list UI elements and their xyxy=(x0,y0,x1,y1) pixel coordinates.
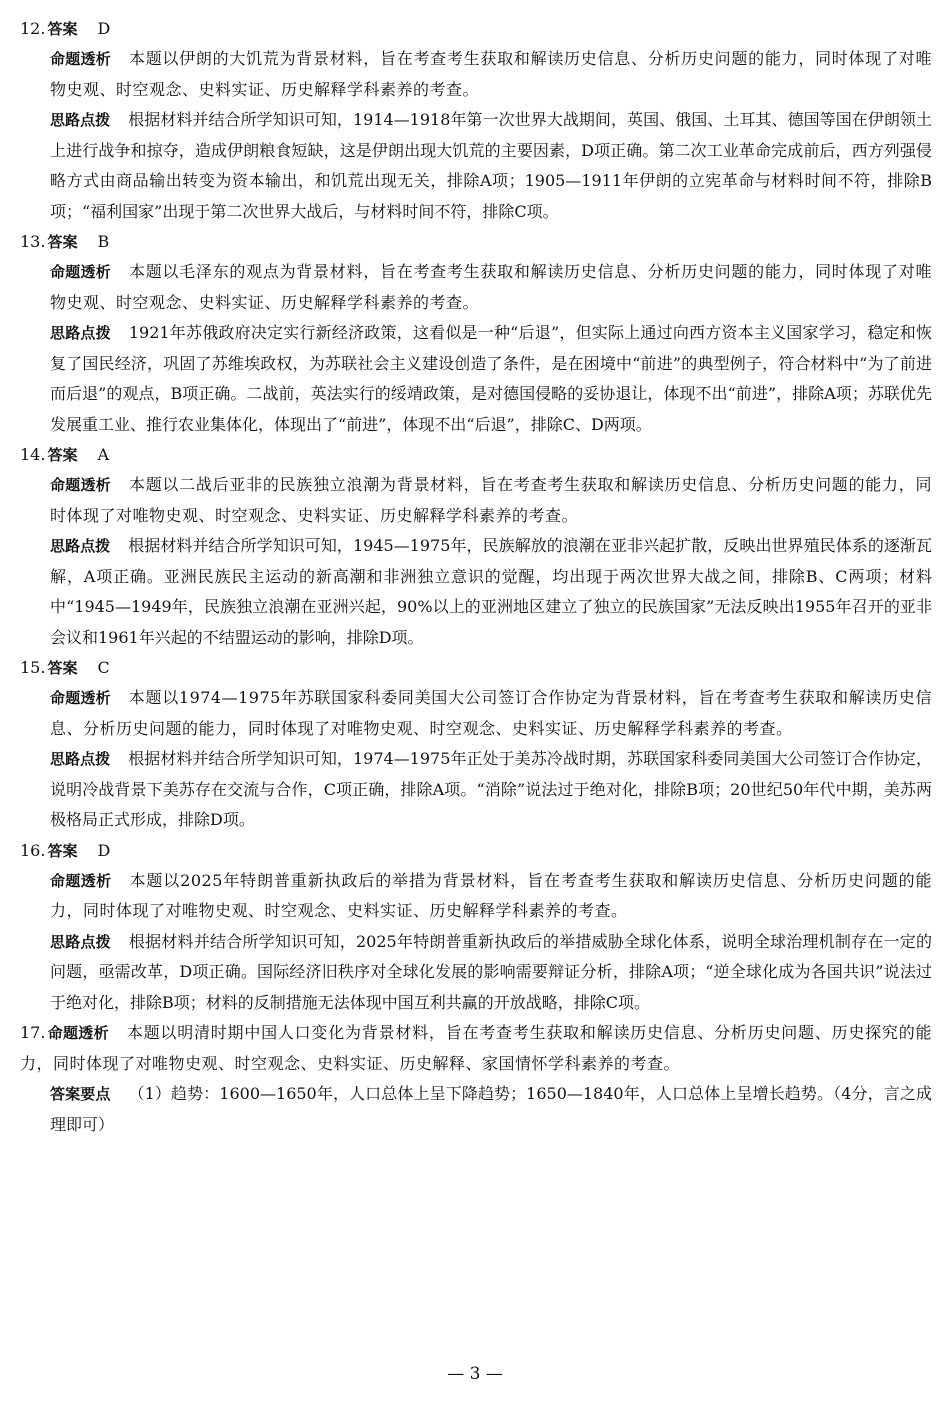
intent-text: 本题以1974—1975年苏联国家科委同美国大公司签订合作协定为背景材料，旨在考查考生获取和解读历史信息、分析历史问题的能力，同时体现了对唯物史观、时空观念、史料实证、历史解释学科素养的考查。 xyxy=(50,688,932,738)
question-number: 13. xyxy=(20,232,46,251)
hint-text: 根据材料并结合所学知识可知，1945—1975年，民族解放的浪潮在亚非兴起扩散，反映出世界殖民体系的逐渐瓦解，A项正确。亚洲民族民主运动的新高潮和非洲独立意识的觉醒，均出现于两次世界大战之间，排除B、C两项；材料中“1945—1949年，民族独立浪潮在亚洲兴起，90%以上的亚洲地区建立了独立的民族国家”无法反映出1955年召开的亚非会议和1961年兴起的不结盟运动的影响，排除D项。 xyxy=(50,536,932,647)
intent-label: 命题透析 xyxy=(47,1024,109,1042)
hint-paragraph xyxy=(20,531,932,653)
hint-label: 思路点拨 xyxy=(50,932,111,951)
intent-paragraph xyxy=(20,257,932,318)
intent-paragraph xyxy=(20,683,932,744)
hint-text: 根据材料并结合所学知识可知，1914—1918年第一次世界大战期间，英国、俄国、土耳其、德国等国在伊朗领土上进行战争和掠夺，造成伊朗粮食短缺，这是伊朗出现大饥荒的主要因素，D项正确。第二次工业革命完成前后，西方列强侵略方式由商品输出转变为资本输出，和饥荒出现无关，排除A项；1905—1911年伊朗的立宪革命与材料时间不符，排除B项；“福利国家”出现于第二次世界大战后，与材料时间不符，排除C项。 xyxy=(50,110,932,221)
answer-value: C xyxy=(97,658,110,677)
answer-value: D xyxy=(97,19,111,38)
key-points-paragraph xyxy=(20,1079,932,1140)
hint-text: 根据材料并结合所学知识可知，1974—1975年正处于美苏冷战时期，苏联国家科委同美国大公司签订合作协定，说明冷战背景下美苏存在交流与合作，C项正确，排除A项。“消除”说法过于绝对化，排除B项；20世纪50年代中期，美苏两极格局正式形成，排除D项。 xyxy=(50,749,932,829)
intent-label: 命题透析 xyxy=(50,263,111,281)
answer-label: 答案 xyxy=(47,659,78,677)
hint-text: 1921年苏俄政府决定实行新经济政策，这看似是一种“后退”，但实际上通过向西方资本主义国家学习，稳定和恢复了国民经济，巩固了苏维埃政权，为苏联社会主义建设创造了条件，是在困境中“前进”的典型例子，符合材料中“为了前进而后退”的观点，B项正确。二战前，英法实行的绥靖政策，是对德国侵略的妥协退让，体现不出“前进”，排除A项；苏联优先发展重工业、推行农业集体化，体现出了“前进”，体现不出“后退”，排除C、D两项。 xyxy=(50,323,932,434)
question-block xyxy=(20,227,932,440)
hint-label: 思路点拨 xyxy=(50,324,111,342)
question-number: 14. xyxy=(20,445,46,464)
intent-text: 本题以伊朗的大饥荒为背景材料，旨在考查考生获取和解读历史信息、分析历史问题的能力，同时体现了对唯物史观、时空观念、史料实证、历史解释学科素养的考查。 xyxy=(50,49,932,99)
intent-text: 本题以毛泽东的观点为背景材料，旨在考查考生获取和解读历史信息、分析历史问题的能力，同时体现了对唯物史观、时空观念、史料实证、历史解释学科素养的考查。 xyxy=(50,262,932,312)
hint-paragraph xyxy=(20,927,932,1019)
answer-value: D xyxy=(97,840,111,860)
hint-paragraph xyxy=(20,318,932,440)
intent-paragraph xyxy=(20,44,932,105)
hint-label: 思路点拨 xyxy=(50,111,111,129)
intent-paragraph xyxy=(20,470,932,531)
key-points-text: （1）趋势：1600—1650年，人口总体上呈下降趋势；1650—1840年，人口总体上呈增长趋势。（4分，言之成理即可） xyxy=(50,1084,932,1134)
question-block xyxy=(20,653,932,836)
answer-label: 答案 xyxy=(47,446,78,464)
question-number: 15. xyxy=(20,658,46,677)
question-block-17 xyxy=(20,1018,932,1140)
question-block xyxy=(20,440,932,653)
answer-label: 答案 xyxy=(47,233,78,251)
answer-value: B xyxy=(97,232,110,251)
answer-line xyxy=(20,227,932,257)
answer-label: 答案 xyxy=(47,20,78,38)
hint-paragraph xyxy=(20,105,932,227)
question-number: 17. xyxy=(20,1023,46,1042)
answer-line xyxy=(20,14,932,44)
intent-label: 命题透析 xyxy=(50,476,111,494)
question-number: 16. xyxy=(20,840,46,860)
answer-value: A xyxy=(97,445,110,464)
answer-line xyxy=(20,653,932,683)
key-points-label: 答案要点 xyxy=(50,1085,111,1103)
answer-line xyxy=(20,836,932,866)
page-number: — 3 — xyxy=(447,1364,503,1384)
intent-text: 本题以2025年特朗普重新执政后的举措为背景材料，旨在考查考生获取和解读历史信息、分析历史问题的能力，同时体现了对唯物史观、时空观念、史料实证、历史解释学科素养的考查。 xyxy=(50,870,932,920)
hint-paragraph xyxy=(20,744,932,836)
answer-label: 答案 xyxy=(47,841,78,860)
intent-label: 命题透析 xyxy=(50,50,111,68)
hint-text: 根据材料并结合所学知识可知，2025年特朗普重新执政后的举措威胁全球化体系，说明全球治理机制存在一定的问题，亟需改革，D项正确。国际经济旧秩序对全球化发展的影响需要辩证分析，排除A项；“逆全球化成为各国共识”说法过于绝对化，排除B项；材料的反制措施无法体现中国互利共赢的开放战略，排除C项。 xyxy=(50,931,932,1012)
answer-line xyxy=(20,440,932,470)
answer-document xyxy=(20,14,932,1140)
intent-label: 命题透析 xyxy=(50,871,112,890)
hint-label: 思路点拨 xyxy=(50,537,111,555)
intent-label: 命题透析 xyxy=(50,689,111,707)
intent-text: 本题以二战后亚非的民族独立浪潮为背景材料，旨在考查考生获取和解读历史信息、分析历史问题的能力，同时体现了对唯物史观、时空观念、史料实证、历史解释学科素养的考查。 xyxy=(50,475,932,525)
question-block xyxy=(20,836,932,1019)
intent-paragraph xyxy=(20,1018,932,1079)
intent-text: 本题以明清时期中国人口变化为背景材料，旨在考查考生获取和解读历史信息、分析历史问题、历史探究的能力，同时体现了对唯物史观、时空观念、史料实证、历史解释、家国情怀学科素养的考查。 xyxy=(20,1023,932,1073)
intent-paragraph xyxy=(20,866,932,927)
question-block xyxy=(20,14,932,227)
question-number: 12. xyxy=(20,19,46,38)
hint-label: 思路点拨 xyxy=(50,750,111,768)
